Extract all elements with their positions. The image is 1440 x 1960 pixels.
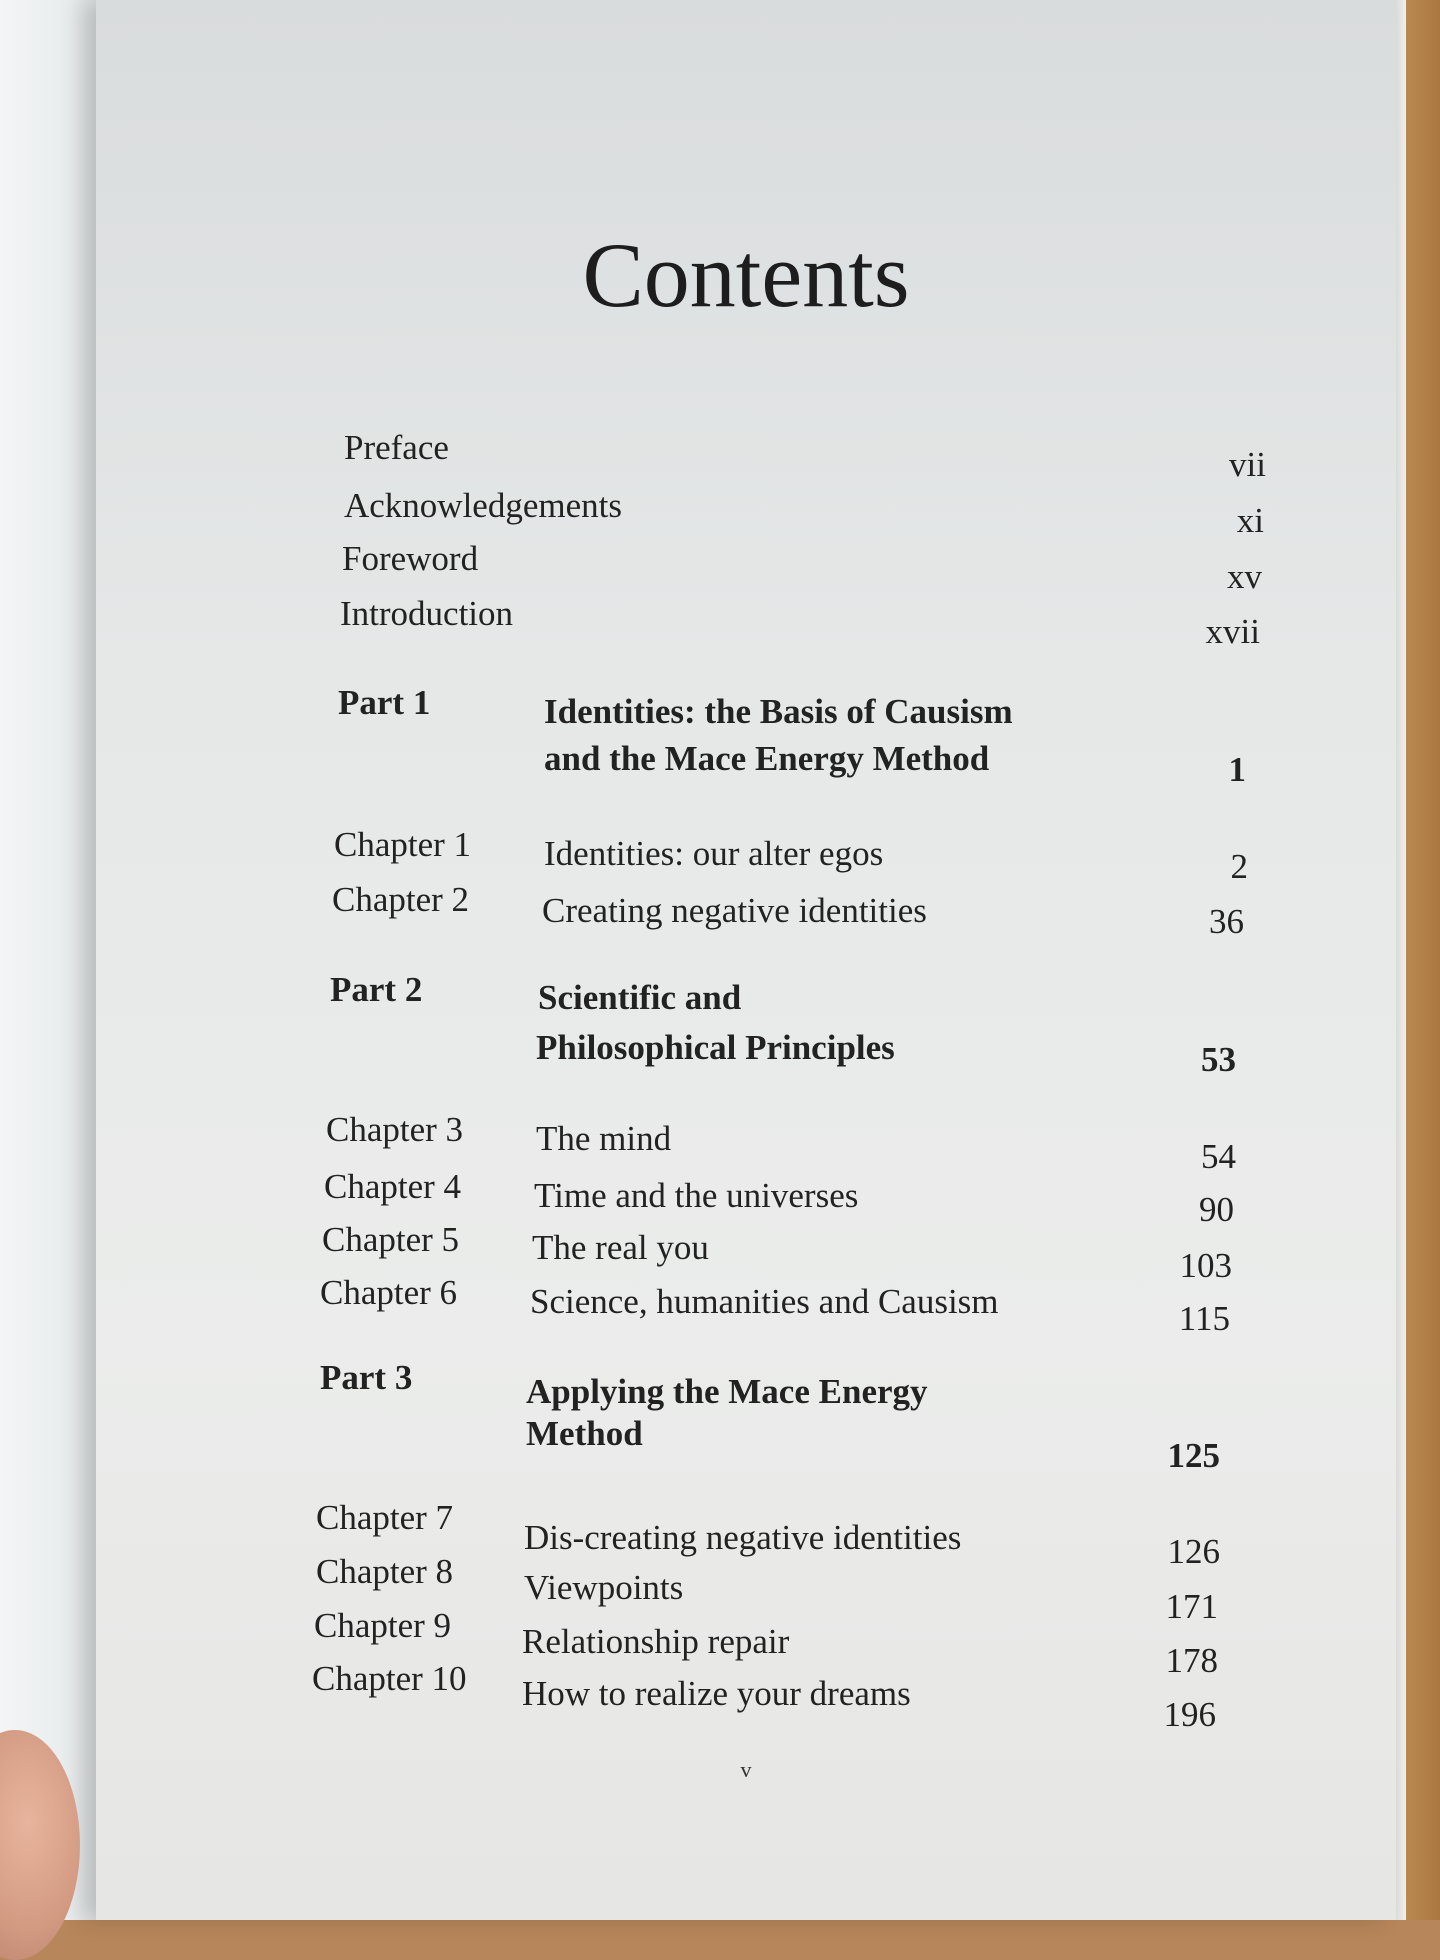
book-page	[96, 0, 1396, 1920]
chapter-title: Identities: our alter egos	[544, 834, 884, 873]
part-title: Identities: the Basis of Causism	[544, 692, 1013, 731]
chapter-page: 178	[1165, 1641, 1218, 1680]
part-label: Part 3	[320, 1358, 413, 1397]
chapter-page: 36	[1209, 902, 1244, 941]
part-title: Applying the Mace Energy	[526, 1372, 928, 1411]
chapter-label: Chapter 7	[316, 1498, 454, 1537]
chapter-label: Chapter 5	[322, 1220, 460, 1259]
chapter-title: Viewpoints	[524, 1568, 684, 1607]
part-page: 125	[1167, 1436, 1220, 1475]
chapter-label: Chapter 4	[324, 1167, 462, 1206]
chapter-page: 2	[1230, 847, 1248, 886]
chapter-label: Chapter 10	[312, 1659, 467, 1698]
chapter-title: Time and the universes	[534, 1176, 859, 1215]
front-matter-page: xi	[1236, 501, 1264, 540]
front-matter-label: Introduction	[340, 594, 514, 633]
chapter-page: 54	[1201, 1137, 1236, 1176]
chapter-title: Science, humanities and Causism	[530, 1282, 999, 1321]
part-page: 1	[1228, 750, 1246, 789]
page-number: v	[740, 1757, 752, 1782]
part-page: 53	[1201, 1040, 1236, 1079]
chapter-label: Chapter 3	[326, 1110, 464, 1149]
chapter-page: 103	[1179, 1246, 1232, 1285]
chapter-title: Dis-creating negative identities	[524, 1518, 962, 1557]
chapter-label: Chapter 1	[334, 825, 472, 864]
chapter-page: 196	[1163, 1695, 1216, 1734]
part-title: Method	[526, 1414, 643, 1453]
chapter-page: 126	[1167, 1532, 1220, 1571]
chapter-label: Chapter 6	[320, 1273, 458, 1312]
chapter-page: 171	[1165, 1587, 1218, 1626]
front-matter-page: vii	[1229, 445, 1266, 484]
front-matter-page: xv	[1227, 557, 1262, 596]
chapter-title: How to realize your dreams	[522, 1674, 911, 1713]
chapter-title: The real you	[532, 1228, 709, 1267]
chapter-title: Relationship repair	[522, 1622, 790, 1661]
page-title: Contents	[582, 224, 910, 326]
chapter-label: Chapter 8	[316, 1552, 454, 1591]
front-matter-label: Foreword	[342, 539, 479, 578]
chapter-page: 115	[1178, 1299, 1230, 1338]
front-matter-label: Preface	[344, 428, 449, 467]
part-label: Part 1	[338, 683, 431, 722]
chapter-page: 90	[1199, 1190, 1234, 1229]
part-title: and the Mace Energy Method	[544, 739, 990, 778]
front-matter-label: Acknowledgements	[344, 486, 622, 525]
part-title: Philosophical Principles	[536, 1028, 895, 1067]
chapter-label: Chapter 2	[332, 880, 470, 919]
part-label: Part 2	[330, 970, 423, 1009]
front-matter-page: xvii	[1205, 612, 1260, 651]
part-title: Scientific and	[538, 978, 742, 1017]
chapter-title: Creating negative identities	[542, 891, 927, 930]
chapter-label: Chapter 9	[314, 1606, 452, 1645]
chapter-title: The mind	[536, 1119, 672, 1158]
